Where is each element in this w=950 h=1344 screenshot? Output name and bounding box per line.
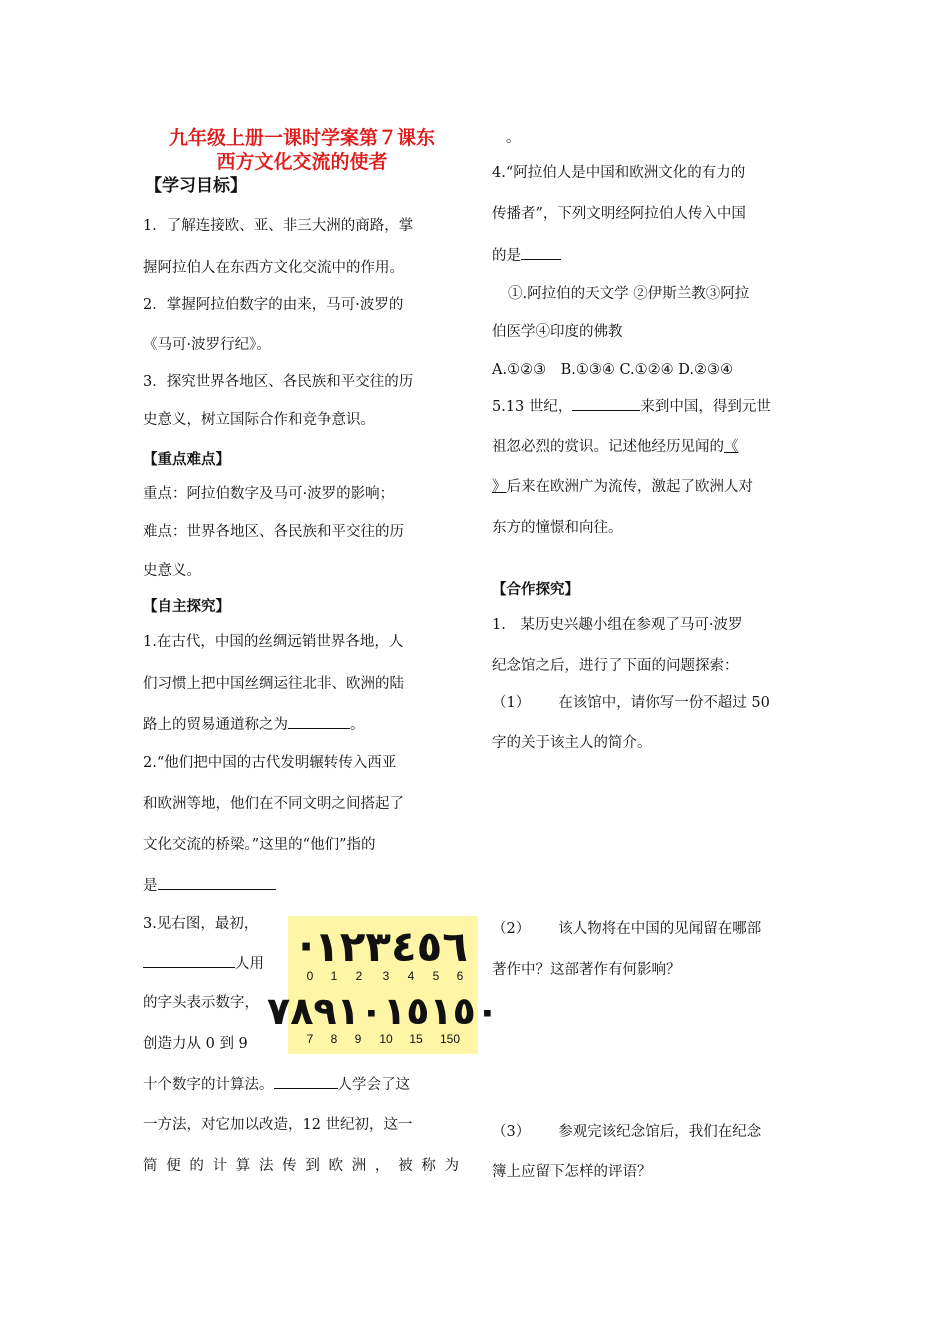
question5-line1: 5.13 世纪， 来到中国，得到元世 — [492, 396, 771, 417]
answer-blank[interactable] — [158, 875, 276, 890]
cooperative-heading: 【合作探究】 — [492, 582, 579, 598]
question4-options: A.①②③ B.①③④ C.①②④ D.②③④ — [492, 362, 733, 378]
answer-blank[interactable] — [572, 396, 640, 411]
numeral-label: 5 — [432, 969, 440, 983]
question3-line1: 3.见右图，最初， — [143, 916, 259, 932]
key-points-line3: 史意义。 — [143, 563, 201, 579]
bottom-numerals: ٧٨٩١٠١٥١٥٠ — [267, 989, 499, 1033]
question4-line2: 传播者”，下列文明经阿拉伯人传入中国 — [492, 206, 746, 222]
question4-line4: ①.阿拉伯的天文学 ②伊斯兰教③阿拉 — [508, 286, 750, 302]
key-points-heading: 【重点难点】 — [143, 452, 230, 468]
numerals-figure — [267, 916, 499, 1054]
numeral-label: 1 — [330, 969, 338, 983]
sub-question1: （1） 在该馆中，请你写一份不超过 50 — [492, 695, 770, 711]
question1-line1: 1.在古代，中国的丝绸远销世界各地，人 — [143, 634, 404, 650]
sub-question2: （2） 该人物将在中国的见闻留在哪部 — [492, 921, 762, 937]
question4-line3: 的是 — [492, 245, 561, 266]
question3-line5: 十个数字的计算法。 人学会了这 — [143, 1074, 410, 1095]
numeral-label: 8 — [330, 1032, 338, 1046]
numeral-label: 6 — [456, 969, 464, 983]
page-title-line2: 西方文化交流的使者 — [216, 151, 388, 173]
numeral-label: 15 — [409, 1032, 423, 1046]
numeral-label: 150 — [439, 1032, 461, 1046]
question1-line2: 们习惯上把中国丝绸运往北非、欧洲的陆 — [143, 676, 404, 692]
answer-blank[interactable] — [521, 245, 561, 260]
continuation-dot: 。 — [506, 130, 521, 146]
question2-line3: 文化交流的桥梁。”这里的“他们”指的 — [143, 837, 376, 853]
numeral-label: 10 — [379, 1032, 393, 1046]
numeral-label: 2 — [355, 969, 363, 983]
goals-heading: 【学习目标】 — [145, 176, 247, 196]
sub-question1-line2: 字的关于该主人的简介。 — [492, 735, 652, 751]
question5-line2: 祖忽必烈的赏识。记述他经历见闻的《 — [492, 439, 739, 455]
question3-line4: 创造力从 0 到 9 — [143, 1036, 248, 1052]
question1-line3: 路上的贸易通道称之为 。 — [143, 714, 365, 735]
arabic-numerals-image — [267, 916, 499, 1054]
coop-question1-line1: 1. 某历史兴趣小组在参观了马可·波罗 — [492, 617, 743, 633]
self-study-heading: 【自主探究】 — [143, 599, 230, 615]
numeral-label: 3 — [382, 969, 390, 983]
question3-line3: 的字头表示数字， — [143, 995, 259, 1011]
sub-question2-line2: 著作中？这部著作有何影响？ — [492, 962, 681, 978]
goal3-line1: 3．探究世界各地区、各民族和平交往的历 — [143, 374, 414, 390]
answer-blank[interactable] — [274, 1074, 338, 1089]
sub-question3: （3） 参观完该纪念馆后，我们在纪念 — [492, 1124, 762, 1140]
question5-line4: 东方的憧憬和向往。 — [492, 520, 623, 536]
coop-question1-line2: 纪念馆之后，进行了下面的问题探索： — [492, 658, 739, 674]
page-title-line1: 九年级上册一课时学案第７课东 — [168, 127, 435, 149]
goal2-line1: 2．掌握阿拉伯数字的由来，马可·波罗的 — [143, 297, 404, 313]
goal1-line1: 1．了解连接欧、亚、非三大洲的商路，掌 — [143, 218, 414, 234]
question2-line4: 是 — [143, 875, 276, 896]
question3-line6: 一方法，对它加以改造，12 世纪初，这一 — [143, 1117, 413, 1133]
question2-line2: 和欧洲等地，他们在不同文明之间搭起了 — [143, 796, 404, 812]
answer-blank[interactable] — [143, 953, 235, 968]
top-numerals: ·١٢٣٤٥٦ — [298, 922, 468, 971]
numeral-label: 7 — [306, 1032, 314, 1046]
question4-line1: 4.“阿拉伯人是中国和欧洲文化的有力的 — [492, 165, 746, 181]
key-points-line2: 难点：世界各地区、各民族和平交往的历 — [143, 524, 404, 540]
question3-line2: 人用 — [143, 953, 264, 974]
goal2-line2: 《马可·波罗行纪》。 — [143, 337, 271, 353]
sub-question3-line2: 簿上应留下怎样的评语？ — [492, 1164, 652, 1180]
goal1-line2: 握阿拉伯人在东西方文化交流中的作用。 — [143, 260, 404, 276]
question3-line7: 简便的计算法传到欧洲，被称为 — [143, 1158, 459, 1174]
question2-line1: 2.“他们把中国的古代发明辗转传入西亚 — [143, 755, 397, 771]
numeral-label: 4 — [407, 969, 415, 983]
goal3-line2: 史意义，树立国际合作和竞争意识。 — [143, 412, 375, 428]
question5-line3: 》后来在欧洲广为流传，激起了欧洲人对 — [492, 479, 753, 495]
answer-blank[interactable] — [288, 714, 350, 729]
numeral-label: 0 — [306, 969, 314, 983]
key-points-line1: 重点：阿拉伯数字及马可·波罗的影响； — [143, 486, 395, 502]
question4-line5: 伯医学④印度的佛教 — [492, 324, 623, 340]
numeral-label: 9 — [354, 1032, 362, 1046]
